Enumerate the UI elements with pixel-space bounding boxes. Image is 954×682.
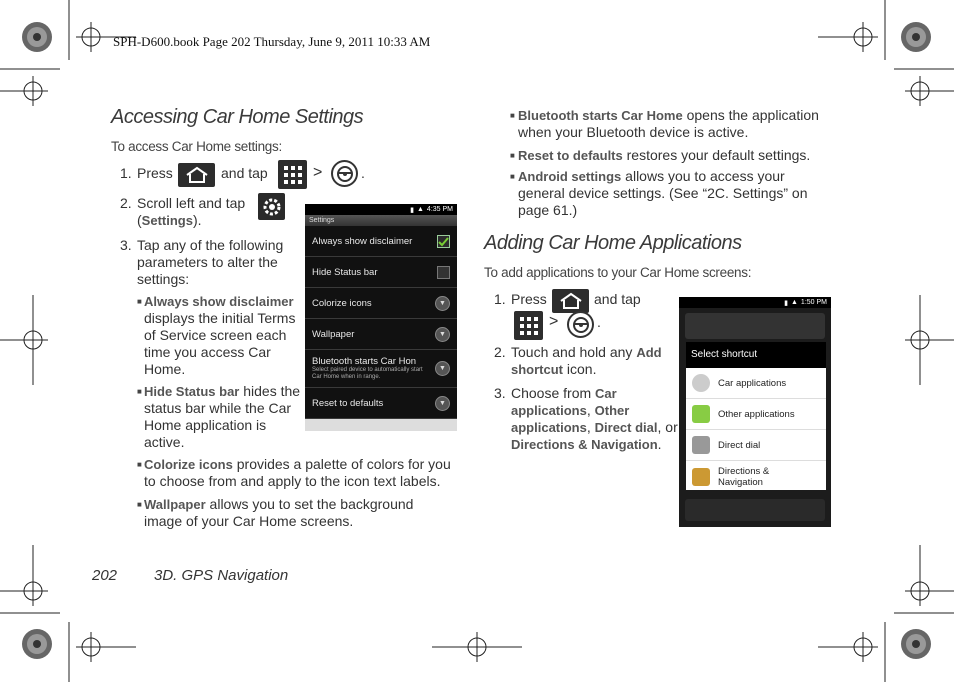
settings-screenshot	[305, 204, 457, 431]
setting-row: Hide Status bar	[305, 257, 457, 288]
bullet-item: Always show disclaimer displays the initial Terms of Service screen each time you access Car Home.	[144, 294, 296, 377]
step-text: (Settings).	[137, 212, 202, 228]
shortcut-option: Direct dial	[686, 430, 826, 461]
step-text: .	[361, 165, 365, 181]
bullet-item: Reset to defaults restores your default settings.	[518, 147, 811, 163]
step-text: Press	[511, 291, 547, 307]
dropdown-icon: ▼	[435, 296, 450, 311]
setting-row: Colorize icons ▼	[305, 288, 457, 319]
steering-wheel-icon	[692, 374, 710, 392]
step-text: Scroll left and tap	[137, 195, 246, 211]
step-text: and tap	[221, 165, 268, 181]
step-text: and tap	[594, 291, 641, 307]
bullet-item: Hide Status bar hides the status bar while the Car Home application is active.	[144, 383, 301, 450]
home-key-icon	[178, 163, 215, 187]
step-text: Touch and hold any Add shortcut icon.	[511, 344, 662, 377]
screen-title: Settings	[305, 215, 457, 226]
section-footer: 3D. GPS Navigation	[154, 567, 289, 584]
dropdown-icon: ▼	[435, 361, 450, 376]
setting-row: Wallpaper ▼	[305, 319, 457, 350]
step-text: .	[597, 314, 601, 330]
bullet-item: Android settings allows you to access your general device settings. (See “2C. Settings” on page 61.)	[518, 168, 808, 218]
step-number: 2.	[120, 195, 132, 211]
shortcut-option: Car applications	[686, 368, 826, 399]
android-icon	[692, 405, 710, 423]
dropdown-icon: ▼	[435, 396, 450, 411]
step-number: 1.	[120, 165, 132, 181]
home-key-icon	[552, 289, 589, 313]
shortcut-option: Other applications	[686, 399, 826, 430]
phone-status-bar: ▮ ▲ 1:50 PM	[679, 297, 831, 308]
dropdown-icon: ▼	[435, 327, 450, 342]
car-home-wheel-icon	[567, 311, 594, 338]
bullet-item: Colorize icons provides a palette of colors for you to choose from and apply to the icon text labels.	[144, 456, 451, 489]
map-icon	[692, 468, 710, 486]
page-number: 202	[92, 567, 118, 584]
phone-dial-icon	[692, 436, 710, 454]
checkbox-icon	[437, 266, 450, 279]
bullet-item: Wallpaper allows you to set the background image of your Car Home screens.	[144, 496, 414, 529]
applications-grid-icon	[278, 160, 307, 189]
settings-gear-icon	[258, 193, 285, 220]
setting-row: Reset to defaults ▼	[305, 388, 457, 419]
arrow-symbol: >	[313, 164, 323, 181]
setting-row: Bluetooth starts Car Hon Select paired device to automatically start Car Home when in range. ▼	[305, 350, 457, 388]
section-intro: To add applications to your Car Home screens:	[484, 265, 752, 280]
arrow-symbol: >	[549, 313, 559, 330]
step-text: Press	[137, 165, 173, 181]
select-shortcut-dialog	[686, 342, 826, 490]
checkbox-checked-icon	[437, 235, 450, 248]
print-header: SPH-D600.book Page 202 Thursday, June 9, 2011 10:33 AM	[113, 34, 431, 49]
step-text: Tap any of the following parameters to alter the settings:	[137, 237, 284, 287]
step-number: 2.	[494, 344, 506, 360]
section-heading: Accessing Car Home Settings	[111, 106, 364, 128]
step-number: 1.	[494, 291, 506, 307]
shortcut-option: Directions & Navigation	[686, 461, 826, 493]
step-text: Choose from Car applications, Other applications, Direct dial, or Directions & Navigation.	[511, 385, 678, 452]
phone-status-bar: ▮ ▲ 4:35 PM	[305, 204, 457, 215]
dialog-title: Select shortcut	[686, 342, 826, 368]
step-number: 3.	[494, 385, 506, 401]
applications-grid-icon	[514, 311, 543, 340]
setting-row: Always show disclaimer	[305, 226, 457, 257]
shortcut-screenshot	[679, 297, 831, 527]
step-number: 3.	[120, 237, 132, 253]
bullet-item: Bluetooth starts Car Home opens the application when your Bluetooth device is active.	[518, 107, 819, 140]
section-intro: To access Car Home settings:	[111, 139, 282, 154]
section-heading: Adding Car Home Applications	[484, 232, 742, 254]
car-home-wheel-icon	[331, 160, 358, 187]
